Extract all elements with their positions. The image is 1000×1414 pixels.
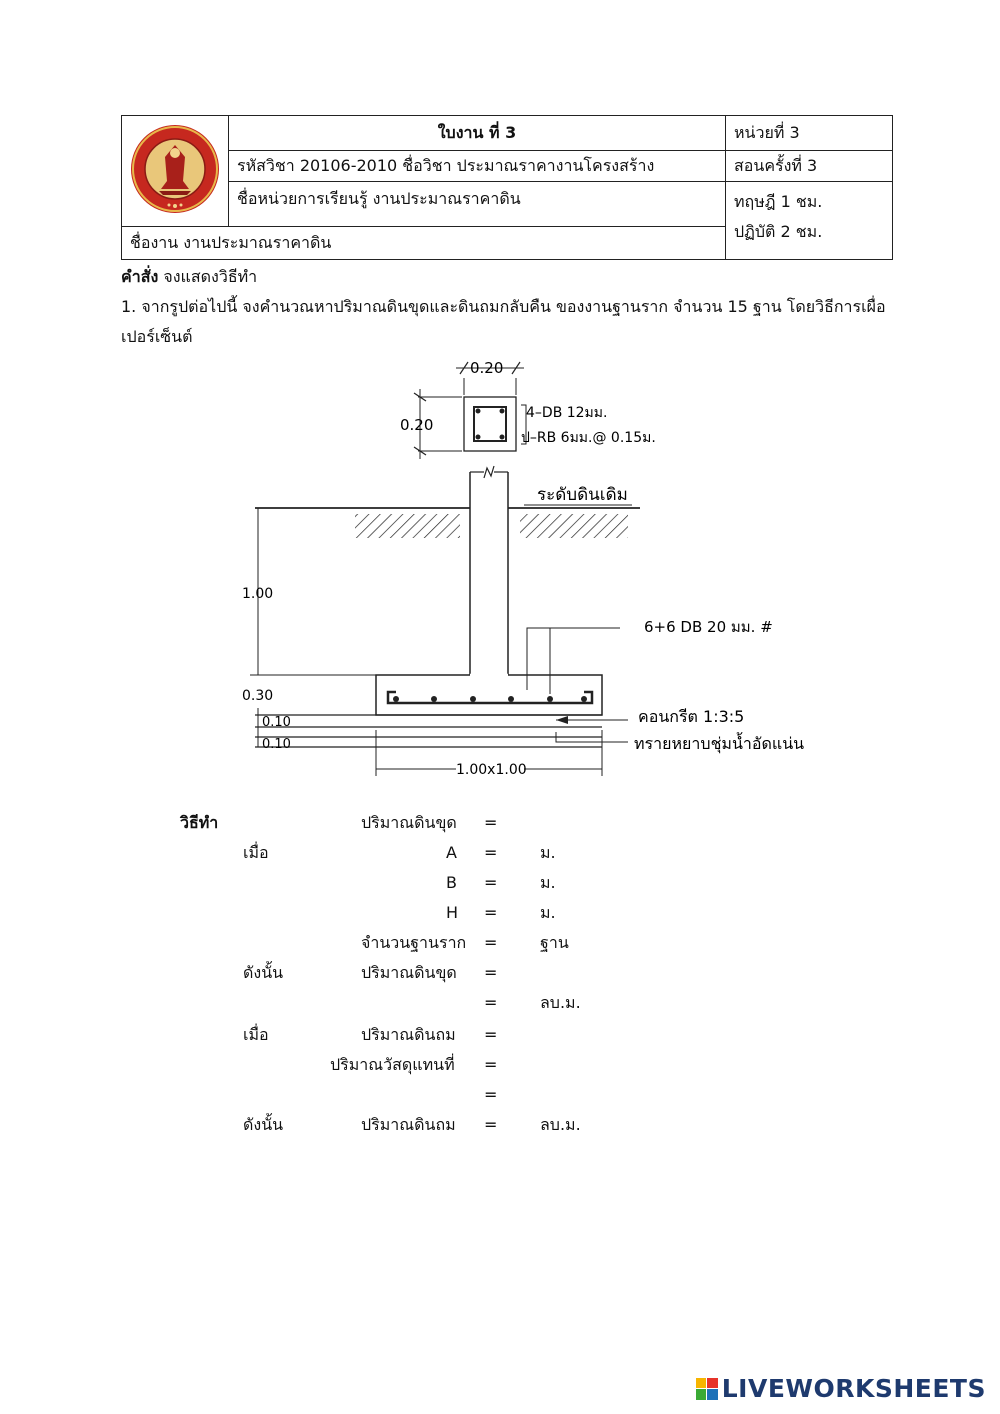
unit-number: หน่วยที่ 3	[726, 116, 893, 151]
header-table	[121, 115, 893, 260]
var-h: H	[446, 903, 459, 922]
rebar-dot	[431, 696, 437, 702]
eq-sign: =	[484, 1055, 498, 1074]
liveworksheets-logo-icon	[696, 1378, 718, 1400]
concrete-label: คอนกรีต 1:3:5	[638, 707, 745, 726]
footing-size-label: 1.00x1.00	[456, 762, 527, 778]
eq-sign: =	[484, 963, 498, 982]
backfill-label: ปริมาณดินถม	[361, 1115, 456, 1134]
unit-cum: ลบ.ม.	[540, 993, 581, 1012]
worksheet-title: ใบงาน ที่ 3	[229, 116, 726, 151]
stirrup-label: ป–RB 6มม.@ 0.15ม.	[521, 430, 656, 446]
unit-m: ม.	[540, 873, 556, 892]
var-a: A	[446, 843, 457, 862]
footing-count-label: จำนวนฐานราก	[361, 933, 467, 952]
unit-m: ม.	[540, 903, 556, 922]
therefore-label: ดังนั้น	[243, 1115, 284, 1134]
logo-cell	[122, 116, 229, 227]
ground-level-label: ระดับดินเดิม	[537, 485, 628, 505]
rebar-dot	[393, 696, 399, 702]
sand-thk-label: 0.10	[262, 737, 291, 752]
hours-cell	[726, 182, 893, 260]
question-text: 1. จากรูปต่อไปนี้ จงคำนวณหาปริมาณดินขุดและดินถมกลับคืน ของงานฐานราก จำนวน 15 ฐาน โดยวิธีการเผื่อเปอร์เซ็นต์	[121, 297, 886, 346]
eq-sign: =	[484, 813, 498, 832]
rebar-dot	[547, 696, 553, 702]
solution-heading: วิธีทำ	[180, 813, 219, 832]
job-name-line: ชื่องาน งานประมาณราคาดิน	[122, 227, 726, 260]
excavation-label: ปริมาณดินขุด	[361, 813, 457, 832]
rebar-dot	[508, 696, 514, 702]
unit-footing: ฐาน	[540, 933, 569, 952]
eq-sign: =	[484, 993, 498, 1012]
brand-text: LIVEWORKSHEETS	[721, 1374, 986, 1403]
footing-drawing	[0, 350, 1000, 790]
eq-sign: =	[484, 903, 498, 922]
rebar-dot	[470, 696, 476, 702]
rebar-label: 6+6 DB 20 มม. #	[644, 618, 773, 636]
lesson-number: สอนครั้งที่ 3	[726, 151, 893, 182]
subject-line: รหัสวิชา 20106-2010 ชื่อวิชา ประมาณราคางานโครงสร้าง	[229, 151, 726, 182]
learning-unit-line: ชื่อหน่วยการเรียนรู้ งานประมาณราคาดิน	[229, 182, 726, 227]
lean-thk-label: 0.10	[262, 715, 291, 730]
backfill-label: ปริมาณดินถม	[361, 1025, 456, 1044]
concrete-arrow	[556, 716, 568, 724]
eq-sign: =	[484, 1085, 498, 1104]
col-depth-label: 0.20	[400, 416, 434, 434]
liveworksheets-footer[interactable]	[696, 1374, 986, 1403]
footing-thk-label: 0.30	[242, 688, 274, 704]
soil-hatch-right	[520, 514, 628, 538]
displaced-label: ปริมาณวัสดุแทนที่	[330, 1055, 455, 1074]
eq-sign: =	[484, 1025, 498, 1044]
sand-label: ทรายหยาบชุ่มน้ำอัดแน่น	[634, 734, 805, 753]
depth-label: 1.00	[242, 586, 274, 602]
rebar-dot	[581, 696, 587, 702]
practice-hours: ปฏิบัติ 2 ชม.	[734, 222, 823, 241]
institution-logo	[129, 121, 221, 217]
therefore-label: ดังนั้น	[243, 963, 284, 982]
when-label: เมื่อ	[243, 1025, 269, 1044]
eq-sign: =	[484, 1115, 498, 1134]
col-width-label: 0.20	[470, 359, 504, 377]
var-b: B	[446, 873, 457, 892]
instruction-text: จงแสดงวิธีทำ	[163, 267, 258, 286]
unit-m: ม.	[540, 843, 556, 862]
soil-hatch-left	[355, 514, 460, 538]
eq-sign: =	[484, 933, 498, 952]
theory-hours: ทฤษฎี 1 ชม.	[734, 192, 823, 211]
footing-base	[376, 675, 602, 715]
unit-cum: ลบ.ม.	[540, 1115, 581, 1134]
column-elevation	[470, 466, 508, 675]
excavation-label: ปริมาณดินขุด	[361, 963, 457, 982]
instruction-line	[121, 262, 257, 292]
when-label: เมื่อ	[243, 843, 269, 862]
instruction-label: คำสั่ง	[121, 267, 159, 286]
main-bar-label: 4–DB 12มม.	[526, 405, 608, 421]
eq-sign: =	[484, 873, 498, 892]
eq-sign: =	[484, 843, 498, 862]
